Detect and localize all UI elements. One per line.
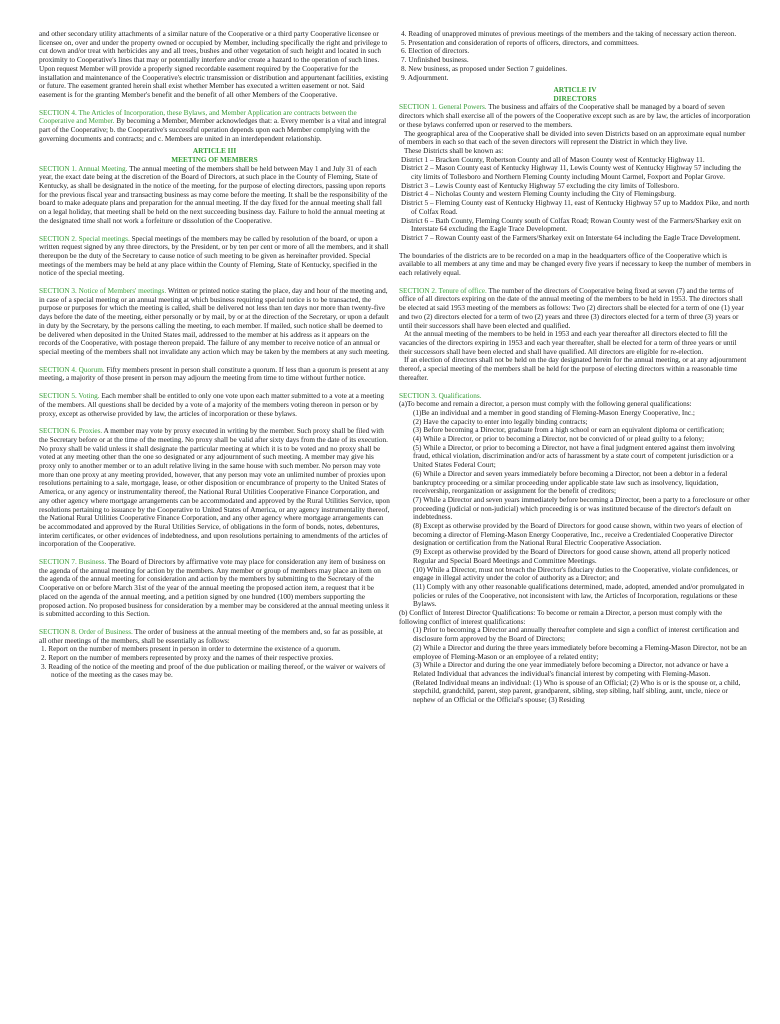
article3-section6 xyxy=(39,427,390,549)
section-heading: SECTION 4. Quorum. xyxy=(39,365,105,374)
qualification-item: (4) While a Director, or prior to becoming a Director, not be convicted of or plead guilty to a felony; xyxy=(413,435,705,444)
section-heading: SECTION 5. Voting. xyxy=(39,392,100,401)
section-body: The number of the directors of Cooperative being fixed at seven (7) and the terms of office of all directors expiring on the date of the annual meeting of the members to be held in 1953. The directors shall be elected at said 1953 meeting of the members as follows: Two (2) directors shall be elected for a term of one (1) year and two (2) directors elected for a term of two (2) years and three (3) directors elected for a term of three (3) years or until their successors shall have been elected and qualified. xyxy=(399,286,745,330)
conflict-item: (1) Prior to becoming a Director and annually thereafter complete and sign a conflict of interest certification and disclosure form approved by the Board of Directors; xyxy=(413,626,739,644)
article4-section3-heading xyxy=(399,392,751,401)
order-item: 1. Report on the number of members present in person in order to determine the existence of a quorum. xyxy=(41,645,341,654)
order-item: 8. New business, as proposed under Section 7 guidelines. xyxy=(401,64,568,73)
section-body: By becoming a Member, Member acknowledges that: a. Every member is a vital and integral part of the Cooperative; b. the Cooperative's successful operation depends upon each Member complying with the governing documents and contracts; and c. Members are united in an interdependent relationship. xyxy=(39,117,387,143)
article4-section1 xyxy=(399,103,751,129)
article3-section5 xyxy=(39,392,390,418)
section-body: Written or printed notice stating the place, day and hour of the meeting and, in case of a special meeting or an annual meeting at which business requiring special notice is to be transacted, the purpose or purposes for which the meeting is called, shall be delivered not less than ten days nor more than twenty-five days before the date of the meeting, either personally or by mail, by or at the direction of the Secretary, or upon a default in duty by the Secretary, by the persons calling the meeting, to each member. If mailed, such notice shall be deemed to be delivered when deposited in the United States mail, addressed to the member at his address as it appears on the records of the Cooperative, with postage thereon prepaid. The failure of any member to receive notice of an annual or special meeting of the members shall not invalidate any action which may be taken by the members at any such meeting. xyxy=(39,287,390,356)
order-item: 4. Reading of unapproved minutes of previous meetings of the members and the taking of necessary action thereon. xyxy=(401,30,737,38)
qualification-item: (11) Comply with any other reasonable qualifications determined, made, adopted, amended and/or promulgated in policies or rules of the Cooperative, not inconsistent with law, the Articles of Incorporation, regulations or these Bylaws. xyxy=(413,582,745,609)
article3-subtitle: MEETING OF MEMBERS xyxy=(171,155,258,165)
district-item: District 2 – Mason County east of Kentucky Highway 11, Lewis County west of Kentucky Highway 57 including the city limits of Tollesboro and Northern Fleming County including Mount Carmel, Foxport and Poplar Grove. xyxy=(401,164,742,182)
district-item: District 3 – Lewis County east of Kentucky Highway 57 excluding the city limits of Tollesboro. xyxy=(401,181,680,190)
section-heading: SECTION 6. Proxies. xyxy=(39,427,103,436)
section-body: Each member shall be entitled to only one vote upon each matter submitted to a vote at a meeting of the members. All questions shall be decided by a vote of a majority of the members voting thereon in person or by proxy, except as otherwise provided by law, the articles of incorporation or these bylaws. xyxy=(39,392,385,418)
tenure-paragraph-3: If an election of directors shall not be held on the day designated herein for the annual meeting, or at any adjournment thereof, a special meeting of the members shall be held for the purpose of electing directors within a reasonable time thereafter. xyxy=(399,356,747,382)
section-heading: SECTION 2. Tenure of office. xyxy=(399,286,487,295)
article3-section4 xyxy=(39,366,390,383)
section-body: The annual meeting of the members shall be held between May 1 and July 31 of each year, the exact date being at the discretion of the Board of Directors, at such place in the County of Fleming, State of Kentucky, as shall be designated in the notice of the meeting, for the purpose of electing directors, passing upon reports for the previous fiscal year and transacting business as may come before the meeting. It shall be the responsibility of the board to make adequate plans and preparation for the annual meeting. If the day fixed for the annual meeting shall fall on a legal holiday, that meeting shall be held on the next succeeding business day. Failure to hold the annual meeting at the designated time shall not work a forfeiture or dissolution of the Cooperative. xyxy=(39,164,388,225)
easement-paragraph: and other secondary utility attachments of a similar nature of the Cooperative or a third party Cooperative licensee or licensee on, over and under the property owned or occupied by Member, including specifically the right and privilege to cut down and/or treat with herbicides any and all trees, bushes and other vegetation of such height and located in such proximity to Cooperative's lines that may or potentially interfere and/or create a hazard to the operation of such lines. Upon request Member will provide a properly signed recordable easement required by the Cooperative for the installation and maintenance of the Cooperative's electric transmission or distribution and appurtenant facilities, existing or future. The easement granted herein shall exist whether Member has executed a written easement or not. Said easement is for the granting Member's benefit and the benefit of all other Members of the Cooperative. xyxy=(39,30,389,99)
left-column xyxy=(39,30,390,680)
article3-section2 xyxy=(39,235,390,279)
article2-section4 xyxy=(39,109,390,144)
order-item: 3. Reading of the notice of the meeting and proof of the due publication or mailing thereof, or the waiver or waivers of notice of the meeting as the cases may be. xyxy=(41,662,386,680)
section-heading: SECTION 1. General Powers. xyxy=(399,103,487,112)
article4-subtitle: DIRECTORS xyxy=(553,93,597,103)
qualification-item: (9) Except as otherwise provided by the Board of Directors for good cause shown, attend all properly noticed Regular and Special Board Meetings and Committee Meetings. xyxy=(413,548,730,565)
district-item: District 4 – Nicholas County and western Fleming County including the City of Flemingsburg. xyxy=(401,190,676,199)
section-heading: SECTION 4. The Articles of Incorporation, these Bylaws, and Member Application are contracts between the Cooperative and Member. xyxy=(39,108,357,126)
right-column xyxy=(399,30,751,705)
conflict-item: (Related Individual means an individual: (1) Who is spouse of an Official; (2) Who is or is the spouse or, a child, stepchild, grandchild, parent, step parent, grandparent, sibling, step sibling, half sibling, aunt, uncle, niece or nephew of an Official or the Official's spouse; (3) Residing xyxy=(413,678,741,705)
qualification-item: (7) While a Director and seven years immediately before becoming a Director, been a party to a foreclosure or other proceeding (judicial or non-judicial) which proceeding is or was instituted because of the director's default on indebtedness. xyxy=(413,495,750,522)
qualification-item: (8) Except as otherwise provided by the Board of Directors for good cause shown, within two years of election of becoming a director of Fleming-Mason Energy Cooperative, Inc., receive a Credentialed Cooperative Director designation or certification from the National Rural Electric Cooperative Association. xyxy=(413,522,743,548)
order-item: 6. Election of directors. xyxy=(401,47,470,56)
district-item: District 6 – Bath County, Fleming County south of Colfax Road; Rowan County west of the Farmers/Sharkey exit on Interstate 64 excluding the Eagle Trace Development. xyxy=(401,216,742,234)
order-item: 5. Presentation and consideration of reports of officers, directors, and committees. xyxy=(401,38,639,47)
order-item: 9. Adjournment. xyxy=(401,73,449,82)
section-heading: SECTION 3. Notice of Members' meetings. xyxy=(39,287,167,296)
qualifications-b: (b) Conflict of Interest Director Qualifications: To become or remain a Director, a person must comply with the following conflict of interest qualifications: xyxy=(399,609,723,626)
order-item: 7. Unfinished business. xyxy=(401,56,469,65)
conflict-item: (2) While a Director and during the three years immediately before becoming a Fleming-Mason Director, not be an employee of Fleming-Mason or an employee of a related entity; xyxy=(413,643,747,661)
section-body: The order of business at the annual meeting of the members and, so far as possible, at all other meetings of the members, shall be essentially as follows: xyxy=(39,627,383,645)
qualification-item: (1)Be an individual and a member in good standing of Fleming-Mason Energy Cooperative, Inc.; xyxy=(413,408,695,417)
section-body: Special meetings of the members may be called by resolution of the board, or upon a written request signed by any three directors, by the President, or by ten per cent or more of all the members, and it shall thereupon be the duty of the Secretary to cause notice of such meeting to be given as hereinafter provided. Special meetings of the members may be held at any place within the County of Fleming, State of Kentucky, specified in the notice of the special meeting. xyxy=(39,234,389,278)
qualification-item: (5) While a Director, or prior to becoming a Director, not have a final judgment entered against them involving fraud, ethical violation, discrimination and/or acts of harassment by a state court of competent jurisdiction or a United States Federal Court; xyxy=(413,443,735,470)
district-item: District 5 – Fleming County east of Kentucky Highway 11, east of Kentucky Highway 57 up to Maddox Pike, and north of Colfax Road. xyxy=(401,199,750,216)
article4-section2 xyxy=(399,287,751,331)
article3-title: ARTICLE III xyxy=(192,146,237,156)
qualification-item: (10) While a Director, must not breach the Director's fiduciary duties to the Cooperative, violate confidences, or engage in illegal activity under the color of authority as a Director; and xyxy=(413,565,738,583)
districts-intro: These Districts shall be known as: xyxy=(404,146,504,155)
qualifications-a: (a)To become and remain a director, a person must comply with the following general qualifications: xyxy=(399,400,692,409)
section-body: A member may vote by proxy executed in writing by the member. Such proxy shall be filed with the Secretary before or at the time of the meeting. No proxy shall be valid after sixty days from the date of its execution. No proxy shall be valid unless it shall designate the particular meeting at which it is to be voted and no proxy shall be voted at any meeting other than the one so designated or any adjournment of such meeting. A member may give his proxy only to another member or to an adult relative living in the same house with such member. No person may vote more than one proxy at any meeting provided, however, that any person may vote an unlimited number of proxies upon resolutions pertaining to a sale, mortgage, lease, or other disposition or encumbrance of property to the United States of America, or any agency or instrumentality thereof, the National Rural Utilities Cooperative Finance Corporation, and any other agency where mortgage arrangements can be accommodated and approved by the Rural Utilities Service, upon resolutions pertaining to issuance by the Cooperative to United States of America, or any agency instrumentality thereof, the National Rural Utilities Cooperative Finance Corporation, and any other agency where mortgage arrangements can be accommodated and approved by the Rural Utilities Service, of obligations in the form of bonds, notes, debentures, interim certificates, or other evidences of indebtedness, and upon resolutions pertaining to amendments of the articles of incorporation of the Cooperative. xyxy=(39,427,390,549)
conflict-item: (3) While a Director and during the one year immediately before becoming a Director, not advance or have a Related Individual that advances the individual's financial interest by competing with Fleming-Mason. xyxy=(413,661,729,678)
geographic-paragraph: The geographical area of the Cooperative shall be divided into seven Districts based on an approximate equal number of members in each so that each of the seven directors will represent the District in which they live. xyxy=(399,129,746,147)
section-heading: SECTION 7. Business. xyxy=(39,558,107,567)
section-heading: SECTION 8. Order of Business. xyxy=(39,627,133,636)
article3-section7 xyxy=(39,558,390,619)
section-heading: SECTION 1. Annual Meeting. xyxy=(39,164,128,173)
section-heading: SECTION 3. Qualifications. xyxy=(399,391,482,400)
section-body: Fifty members present in person shall constitute a quorum. If less than a quorum is present at any meeting, a majority of those present in person may adjourn the meeting from time to time without further notice. xyxy=(39,365,389,383)
section-body: The business and affairs of the Cooperative shall be managed by a board of seven directors which shall exercise all of the powers of the Cooperative except such as are by law, the articles of incorporation or these bylaws conferred upon or reserved to the members. xyxy=(399,103,751,129)
article3-section3 xyxy=(39,287,390,357)
order-item: 2. Report on the number of members represented by proxy and the names of their respective proxies. xyxy=(41,654,334,663)
section-body: The Board of Directors by affirmative vote may place for consideration any item of business on the agenda of the annual meeting for action by the members. Any member or group of members may place an item on the agenda of the annual meeting for consideration and action by the members by submitting to the Secretary of the Cooperative on or before March 31st of the year of the annual meeting the proposed action item, a request that it be placed on the agenda of the annual meeting, and a petition signed by one hundred (100) members supporting the proposed action. No proposed business for consideration by a member may be considered at the annual meeting unless it is submitted according to this Section. xyxy=(39,558,390,619)
qualification-item: (3) Before becoming a Director, graduate from a high school or earn an equivalent diploma or certification; xyxy=(413,426,725,435)
district-item: District 1 – Bracken County, Robertson County and all of Mason County west of Kentucky Highway 11. xyxy=(401,155,705,164)
section-heading: SECTION 2. Special meetings. xyxy=(39,234,130,243)
tenure-paragraph-2: At the annual meeting of the members to be held in 1953 and each year thereafter all directors elected to fill the vacancies of the directors expiring in 1953 and each year thereafter, shall be elected for a term of three years or until their successors shall have been elected and shall have qualified. All directors are eligible for re-election. xyxy=(399,330,737,356)
article3-section1 xyxy=(39,165,390,226)
boundaries-paragraph: The boundaries of the districts are to be recorded on a map in the headquarters office of the Cooperative which is available to all members at any time and may be changed every five years if necessary to keep the number of members in each relatively equal. xyxy=(399,251,751,278)
article3-section8 xyxy=(39,628,390,645)
district-item: District 7 – Rowan County east of the Farmers/Sharkey exit on Interstate 64 including the Eagle Trace Development. xyxy=(401,233,741,242)
article4-title: ARTICLE IV xyxy=(553,85,597,95)
qualification-item: (2) Have the capacity to enter into legally binding contracts; xyxy=(413,417,588,426)
qualification-item: (6) While a Director and seven years immediately before becoming a Director, not been a debtor in a federal bankruptcy proceeding or a similar proceeding under applicable state law such as insolvency, liquidation, receivership, reorganization or assignment for the benefit of creditors; xyxy=(413,469,728,496)
